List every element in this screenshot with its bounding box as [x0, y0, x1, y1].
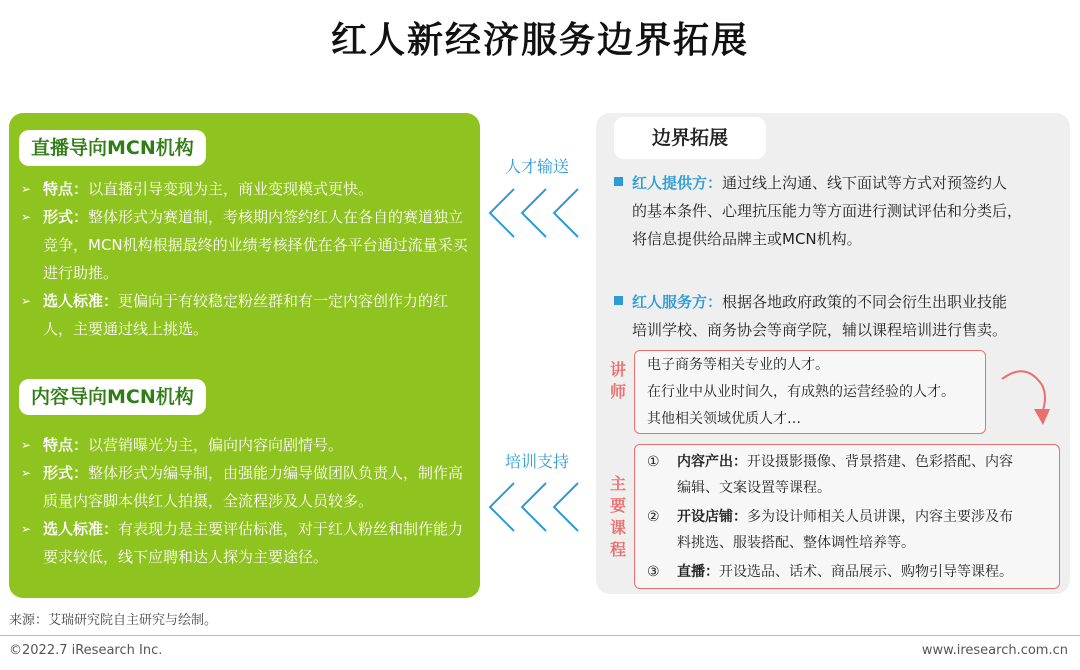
source-note: 来源：艾瑞研究院自主研究与绘制。: [9, 613, 218, 628]
square-bullet-icon: [614, 296, 623, 305]
boundary-tag: 边界拓展: [614, 117, 766, 159]
talent-supply-label: 人才输送: [505, 157, 570, 176]
left-chevrons-icon: [486, 186, 586, 240]
list-item: ➢ 选人标准：有表现力是主要评估标准，对于红人粉丝和制作能力要求较低，线下应聘和达人探为主要途径。: [21, 515, 473, 571]
website-url: www.iresearch.com.cn: [921, 643, 1068, 658]
page-title: 红人新经济服务边界拓展: [330, 20, 749, 61]
arrow-bullet-icon: ➢: [21, 294, 32, 308]
list-item: ➢ 形式：整体形式为编导制，由强能力编导做团队负责人，制作高质量内容脚本供红人拍摄，全流程涉及人员较多。: [21, 459, 473, 515]
list-item: ② 开设店铺：多为设计师相关人员讲课，内容主要涉及布 料挑选、服装搭配、整体调性培养等。: [647, 509, 1013, 551]
left-chevrons-icon: [486, 480, 586, 534]
list-item: ➢ 特点：以营销曝光为主，偏向内容向剧情号。: [21, 431, 473, 459]
list-item: ① 内容产出：开设摄影摄像、背景搭建、色彩搭配、内容 编辑、文案设置等课程。: [647, 454, 1013, 496]
live-mcn-items: [21, 175, 473, 343]
list-item: 其他相关领域优质人才…: [647, 411, 801, 427]
boundary-panel: [596, 113, 1070, 594]
list-item: ③ 直播：开设选品、话术、商品展示、购物引导等课程。: [647, 564, 1013, 580]
content-mcn-tag: 内容导向MCN机构: [19, 379, 206, 415]
lecturer-label: 讲师: [609, 360, 626, 401]
live-mcn-tag: 直播导向MCN机构: [19, 130, 206, 166]
content-mcn-items: [21, 431, 473, 571]
service-block: 红人服务方：根据各地政府政策的不同会衍生出职业技能 培训学校、商务协会等商学院，辅以课程培训进行售卖。: [614, 288, 1064, 344]
list-item: 在行业中从业时间久，有成熟的运营经验的人才。: [647, 384, 955, 400]
list-item: ➢ 特点：以直播引导变现为主，商业变现模式更快。: [21, 175, 473, 203]
square-bullet-icon: [614, 177, 623, 186]
list-item: ➢ 选人标准：更偏向于有较稳定粉丝群和有一定内容创作力的红人，主要通过线上挑选。: [21, 287, 473, 343]
main-courses-label: 主要课程: [609, 474, 626, 559]
copyright: ©2022.7 iResearch Inc.: [9, 643, 163, 658]
training-support-label: 培训支持: [505, 452, 570, 471]
curved-arrow-icon: [996, 365, 1052, 431]
lecturer-box: [634, 350, 986, 434]
arrow-bullet-icon: ➢: [21, 182, 32, 196]
arrow-bullet-icon: ➢: [21, 522, 32, 536]
arrow-bullet-icon: ➢: [21, 210, 32, 224]
list-item: 电子商务等相关专业的人才。: [647, 357, 829, 373]
provider-block: 红人提供方：通过线上沟通、线下面试等方式对预签约人 的基本条件、心理抗压能力等方面进行测试评估和分类后， 将信息提供给品牌主或MCN机构。: [614, 169, 1064, 253]
arrow-bullet-icon: ➢: [21, 438, 32, 452]
list-item: ➢ 形式：整体形式为赛道制，考核期内签约红人在各自的赛道独立竞争，MCN机构根据最终的业绩考核择优在各平台通过流量采买进行助推。: [21, 203, 473, 287]
arrow-bullet-icon: ➢: [21, 466, 32, 480]
courses-box: [634, 444, 1060, 589]
footer-divider: [0, 635, 1080, 636]
mcn-panel: [9, 113, 480, 598]
